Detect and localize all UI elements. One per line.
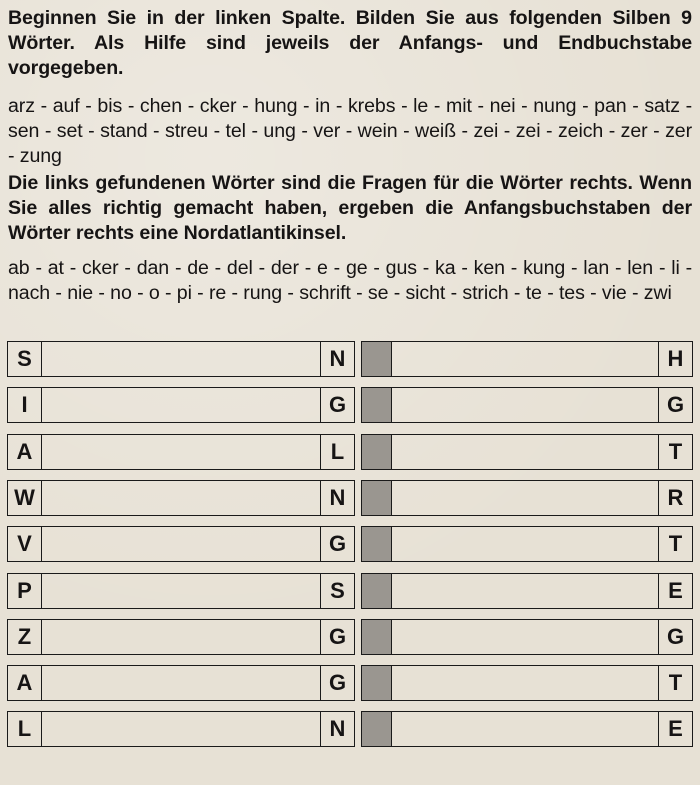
left-word-entry[interactable]	[7, 665, 355, 701]
right-last-letter: E	[658, 574, 692, 608]
left-answer-space[interactable]	[42, 527, 320, 561]
left-first-letter: I	[8, 388, 42, 422]
left-answer-space[interactable]	[42, 574, 320, 608]
puzzle-row	[7, 665, 693, 703]
left-answer-space[interactable]	[42, 620, 320, 654]
solution-letter-cell[interactable]	[362, 620, 392, 654]
syllables-left-list: arz - auf - bis - chen - cker - hung - in - krebs - le - mit - nei - nung - pan - satz - sen - set - stand - streu - tel - ung - ver - wein - weiß - zei - zei - zeich - zer - zer - zung	[8, 95, 692, 167]
left-word-entry[interactable]	[7, 711, 355, 747]
left-answer-space[interactable]	[42, 666, 320, 700]
right-answer-space[interactable]	[396, 388, 658, 422]
puzzle-row	[7, 619, 693, 657]
solution-letter-cell[interactable]	[362, 712, 392, 746]
right-last-letter: G	[658, 388, 692, 422]
solution-letter-cell[interactable]	[362, 574, 392, 608]
left-word-entry[interactable]	[7, 573, 355, 609]
left-answer-space[interactable]	[42, 712, 320, 746]
left-first-letter: Z	[8, 620, 42, 654]
left-first-letter: L	[8, 712, 42, 746]
right-answer-space[interactable]	[396, 620, 658, 654]
puzzle-row	[7, 341, 693, 379]
left-word-entry[interactable]	[7, 434, 355, 470]
left-word-entry[interactable]	[7, 619, 355, 655]
solution-letter-cell[interactable]	[362, 527, 392, 561]
right-word-entry[interactable]	[361, 341, 693, 377]
right-last-letter: T	[658, 435, 692, 469]
right-last-letter: T	[658, 527, 692, 561]
syllables-right-list: ab - at - cker - dan - de - del - der - e - ge - gus - ka - ken - kung - lan - len - li - nach - nie - no - o - pi - re - rung - schrift - se - sicht - strich - te - tes - vie - zwi	[8, 257, 692, 304]
left-first-letter: V	[8, 527, 42, 561]
right-word-entry[interactable]	[361, 619, 693, 655]
right-answer-space[interactable]	[396, 342, 658, 376]
right-answer-space[interactable]	[396, 481, 658, 515]
right-answer-space[interactable]	[396, 574, 658, 608]
left-word-entry[interactable]	[7, 526, 355, 562]
left-answer-space[interactable]	[42, 342, 320, 376]
left-first-letter: A	[8, 435, 42, 469]
intro-instructions: Beginnen Sie in der linken Spalte. Bilden Sie aus folgenden Silben 9 Wörter. Als Hilfe sind jeweils der Anfangs- und Endbuchstabe vorgegeben.	[8, 7, 692, 79]
left-word-entry[interactable]	[7, 480, 355, 516]
left-last-letter: N	[320, 712, 354, 746]
right-word-entry[interactable]	[361, 665, 693, 701]
left-answer-space[interactable]	[42, 388, 320, 422]
right-word-entry[interactable]	[361, 711, 693, 747]
left-first-letter: A	[8, 666, 42, 700]
right-word-entry[interactable]	[361, 480, 693, 516]
puzzle-row	[7, 480, 693, 518]
left-last-letter: N	[320, 342, 354, 376]
right-word-entry[interactable]	[361, 387, 693, 423]
right-word-entry[interactable]	[361, 573, 693, 609]
left-first-letter: W	[8, 481, 42, 515]
right-answer-space[interactable]	[396, 527, 658, 561]
right-answer-space[interactable]	[396, 666, 658, 700]
puzzle-row	[7, 434, 693, 472]
right-last-letter: T	[658, 666, 692, 700]
puzzle-row	[7, 387, 693, 425]
left-word-entry[interactable]	[7, 387, 355, 423]
puzzle-row	[7, 526, 693, 564]
right-answer-space[interactable]	[396, 712, 658, 746]
left-word-entry[interactable]	[7, 341, 355, 377]
second-instructions: Die links gefundenen Wörter sind die Fragen für die Wörter rechts. Wenn Sie alles richtig gemacht haben, ergeben die Anfangsbuchstaben der Wörter rechts eine Nordatlantikinsel.	[8, 172, 692, 244]
right-last-letter: H	[658, 342, 692, 376]
solution-letter-cell[interactable]	[362, 388, 392, 422]
left-answer-space[interactable]	[42, 435, 320, 469]
left-first-letter: P	[8, 574, 42, 608]
solution-letter-cell[interactable]	[362, 666, 392, 700]
right-word-entry[interactable]	[361, 526, 693, 562]
left-last-letter: G	[320, 388, 354, 422]
right-last-letter: E	[658, 712, 692, 746]
puzzle-row	[7, 711, 693, 749]
left-answer-space[interactable]	[42, 481, 320, 515]
solution-letter-cell[interactable]	[362, 435, 392, 469]
right-last-letter: G	[658, 620, 692, 654]
right-last-letter: R	[658, 481, 692, 515]
left-last-letter: L	[320, 435, 354, 469]
left-first-letter: S	[8, 342, 42, 376]
left-last-letter: S	[320, 574, 354, 608]
right-answer-space[interactable]	[396, 435, 658, 469]
puzzle-row	[7, 573, 693, 611]
left-last-letter: N	[320, 481, 354, 515]
right-word-entry[interactable]	[361, 434, 693, 470]
solution-letter-cell[interactable]	[362, 342, 392, 376]
solution-letter-cell[interactable]	[362, 481, 392, 515]
left-last-letter: G	[320, 666, 354, 700]
left-last-letter: G	[320, 620, 354, 654]
left-last-letter: G	[320, 527, 354, 561]
